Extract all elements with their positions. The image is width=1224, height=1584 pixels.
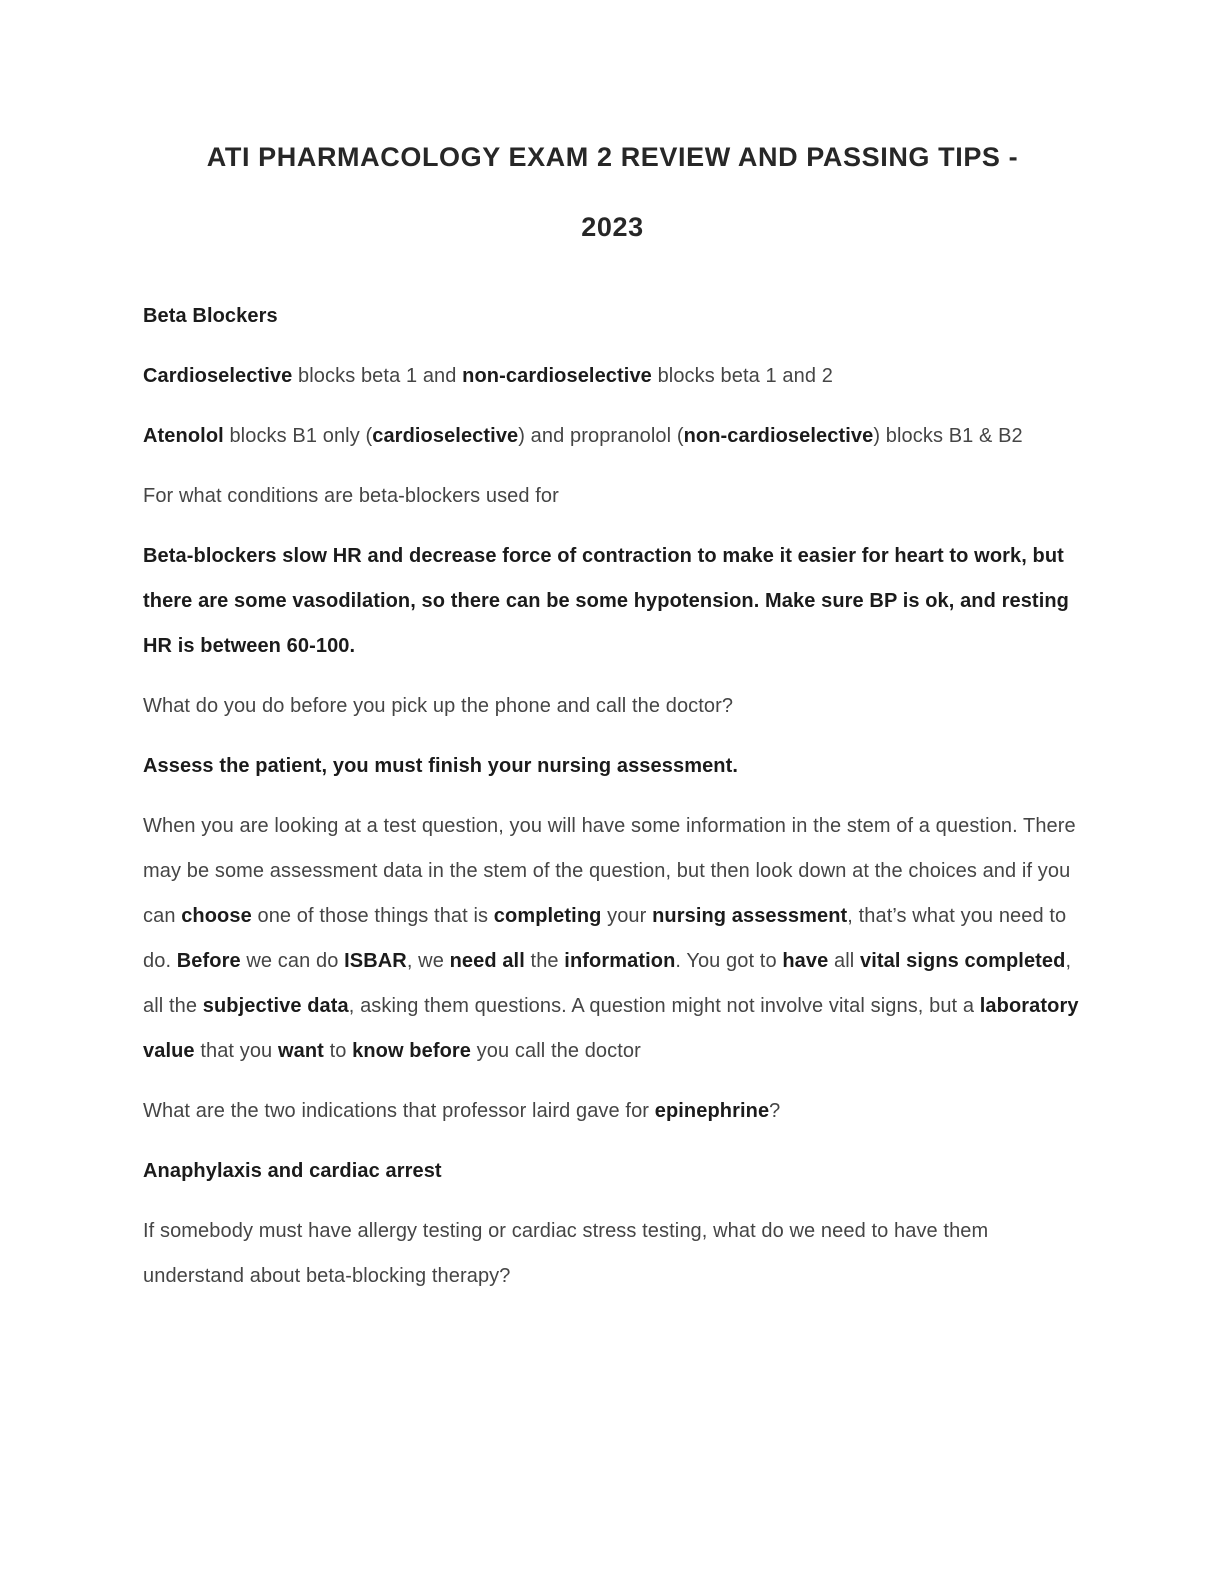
bold-text-run: want xyxy=(277,1040,324,1062)
paragraph xyxy=(143,414,1082,459)
paragraph xyxy=(143,684,1082,729)
text-run: If somebody must have allergy testing or cardiac stress testing, what do we need to have them understand about beta-blocking therapy? xyxy=(143,1220,989,1287)
bold-text-run: cardioselective xyxy=(372,425,519,447)
text-run: ? xyxy=(769,1100,781,1122)
text-run: , asking them questions. A question might not involve vital signs, but a xyxy=(348,995,980,1017)
text-run: all xyxy=(828,950,860,972)
paragraph xyxy=(143,1089,1082,1134)
text-run: ) blocks B1 & B2 xyxy=(873,425,1023,447)
text-run: , that’s what you need to do. xyxy=(143,905,1067,972)
paragraph xyxy=(143,1149,1082,1194)
bold-text-run: completing xyxy=(493,905,602,927)
bold-text-run: have xyxy=(782,950,829,972)
text-run: the xyxy=(524,950,565,972)
text-run: to xyxy=(323,1040,353,1062)
paragraph xyxy=(143,294,1082,339)
bold-text-run: Anaphylaxis and cardiac arrest xyxy=(143,1160,442,1182)
bold-text-run: Before xyxy=(176,950,241,972)
bold-text-run: non-cardioselective xyxy=(462,365,652,387)
bold-text-run: laboratory value xyxy=(143,995,1079,1062)
bold-text-run: ISBAR xyxy=(344,950,407,972)
bold-text-run: subjective data xyxy=(202,995,349,1017)
bold-text-run: epinephrine xyxy=(654,1100,770,1122)
text-run: you call the doctor xyxy=(471,1040,641,1062)
bold-text-run: Atenolol xyxy=(143,425,224,447)
text-run: , we xyxy=(406,950,450,972)
paragraph xyxy=(143,534,1082,669)
bold-text-run: nursing assessment xyxy=(652,905,848,927)
bold-text-run: need all xyxy=(449,950,525,972)
bold-text-run: Beta-blockers slow HR and decrease force of contraction to make it easier for heart to work, but there are some vasodilation, so there can be some hypotension. Make sure BP is ok, and resting HR is between 60-100. xyxy=(143,545,1069,657)
text-run: . You got to xyxy=(675,950,783,972)
paragraph xyxy=(143,1209,1082,1299)
document-body xyxy=(143,294,1082,1299)
text-run: blocks beta 1 and xyxy=(292,365,463,387)
document-title-line-1: ATI PHARMACOLOGY EXAM 2 REVIEW AND PASSING TIPS - xyxy=(206,142,1019,172)
text-run: your xyxy=(601,905,653,927)
bold-text-run: Assess the patient, you must finish your nursing assessment. xyxy=(143,755,739,777)
bold-text-run: Cardioselective xyxy=(143,365,293,387)
paragraph xyxy=(143,354,1082,399)
text-run: , all the xyxy=(143,950,1072,1017)
bold-text-run: information xyxy=(564,950,676,972)
text-run: What are the two indications that professor laird gave for xyxy=(143,1100,655,1122)
text-run: blocks B1 only ( xyxy=(223,425,373,447)
text-run: we can do xyxy=(240,950,345,972)
text-run: blocks beta 1 and 2 xyxy=(651,365,833,387)
text-run: that you xyxy=(194,1040,278,1062)
document-title xyxy=(143,122,1082,262)
paragraph xyxy=(143,474,1082,519)
text-run: ) and propranolol ( xyxy=(518,425,684,447)
document-title-line-2: 2023 xyxy=(581,212,644,242)
bold-text-run: non-cardioselective xyxy=(683,425,874,447)
bold-text-run: Beta Blockers xyxy=(143,305,278,327)
text-run: one of those things that is xyxy=(251,905,494,927)
text-run: What do you do before you pick up the phone and call the doctor? xyxy=(143,695,734,717)
bold-text-run: choose xyxy=(181,905,252,927)
text-run: For what conditions are beta-blockers used for xyxy=(143,485,559,507)
paragraph xyxy=(143,744,1082,789)
bold-text-run: know before xyxy=(352,1040,472,1062)
bold-text-run: vital signs completed xyxy=(859,950,1066,972)
paragraph xyxy=(143,804,1082,1074)
text-run: When you are looking at a test question, you will have some information in the stem of a question. There may be some assessment data in the stem of the question, but then look down at the choices and if you can xyxy=(143,815,1076,927)
